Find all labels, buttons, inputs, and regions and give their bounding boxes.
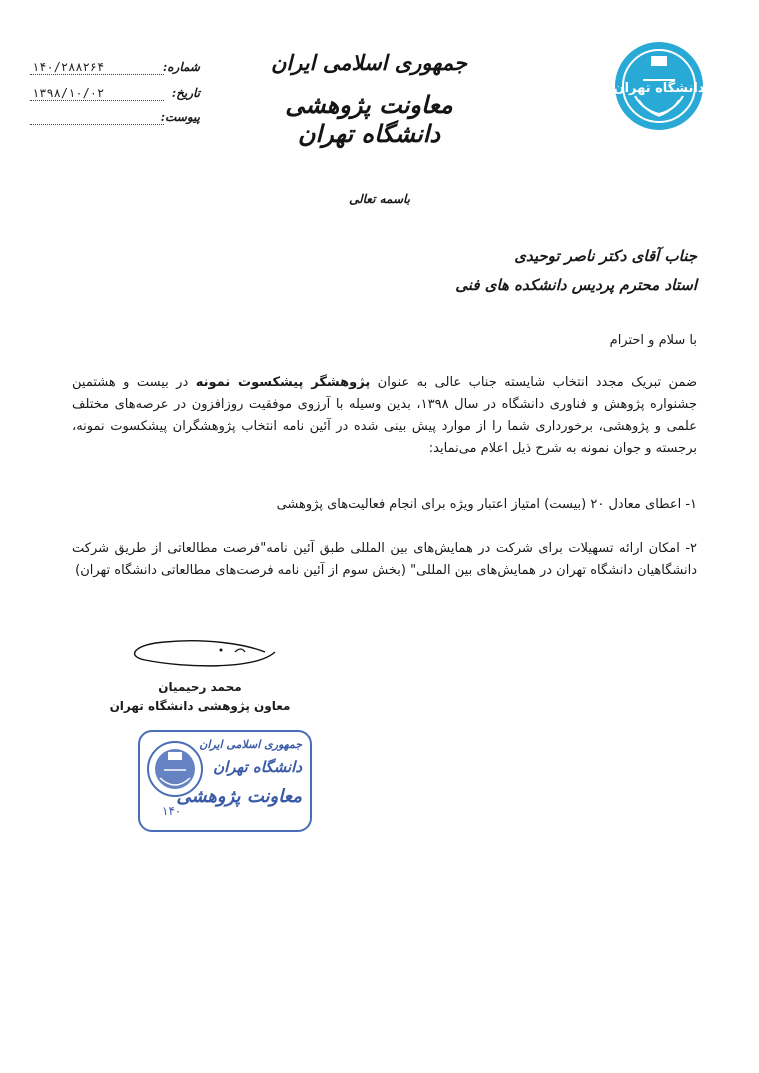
greeting: با سلام و احترام — [609, 333, 697, 348]
ref-number-label: شماره: — [162, 60, 200, 74]
ref-attach-row — [30, 110, 200, 130]
ref-date-row — [30, 86, 200, 106]
p1-before: ضمن تبریک مجدد انتخاب شایسته جناب عالی به عنوان — [370, 375, 697, 390]
ref-attach-label: پیوست: — [160, 110, 200, 124]
ref-date-value: ۱۳۹۸/۱۰/۰۲ — [32, 86, 105, 100]
ref-number-line — [30, 74, 164, 75]
ref-number-row — [30, 60, 200, 80]
recipient-title: استاد محترم پردیس دانشکده های فنی — [455, 276, 697, 294]
header-country: جمهوری اسلامی ایران — [270, 50, 468, 75]
signer-name: محمد رحیمیان — [158, 680, 242, 694]
item-1: ۱- اعطای معادل ۲۰ (بیست) امتیاز اعتبار ویژه برای انجام فعالیت‌های پژوهشی — [276, 497, 697, 512]
item-2: ۲- امکان ارائه تسهیلات برای شرکت در همایش‌های بین المللی طبق آئین نامه"فرصت مطالعاتی از طریق شرکت دانشگاهیان دانشگاه تهران در همایش‌های بین المللی" (بخش سوم از آئین نامه فرصت‌های مطالعاتی دانشگاه تهران) — [72, 541, 697, 578]
ref-attach-line — [30, 124, 164, 125]
signer-title: معاون پژوهشی دانشگاه تهران — [109, 699, 291, 713]
stamp-line1: جمهوری اسلامی ایران — [199, 738, 302, 751]
official-stamp — [138, 730, 312, 832]
salutation-title: باسمه تعالی — [348, 192, 411, 206]
main-paragraph — [72, 372, 697, 460]
ref-date-line — [30, 100, 164, 101]
p1-after: در بیست و هشتمین جشنواره پژوهش و فناوری دانشگاه در سال ۱۳۹۸، بدین وسیله با آرزوی موفقیت روزافزون در عرصه‌های مختلف علمی و پژوهشی، برخورداری شما را از موارد پیش بینی شده در آئین نامه انتخاب پژوهشگران پیشکسوت نمونه، برجسته و جوان نمونه به شرح ذیل اعلام می‌نماید: — [72, 375, 698, 456]
header-office: معاونت پژوهشی دانشگاه تهران — [285, 90, 453, 148]
p1-bold: پژوهشگر پیشکسوت نمونه — [195, 375, 371, 390]
logo-text: دانشگاه تهران — [613, 81, 705, 96]
ref-date-label: تاریخ: — [171, 86, 200, 100]
stamp-line2: دانشگاه تهران — [213, 758, 302, 776]
ref-number-value: ۱۴۰/۲۸۸۲۶۴ — [32, 60, 105, 74]
recipient-name: جناب آقای دکتر ناصر توحیدی — [514, 247, 697, 265]
stamp-line3: معاونت پژوهشی — [176, 786, 302, 807]
signature-drawing — [125, 630, 285, 675]
stamp-number: ۱۴۰ — [162, 804, 182, 818]
university-logo — [613, 40, 705, 132]
